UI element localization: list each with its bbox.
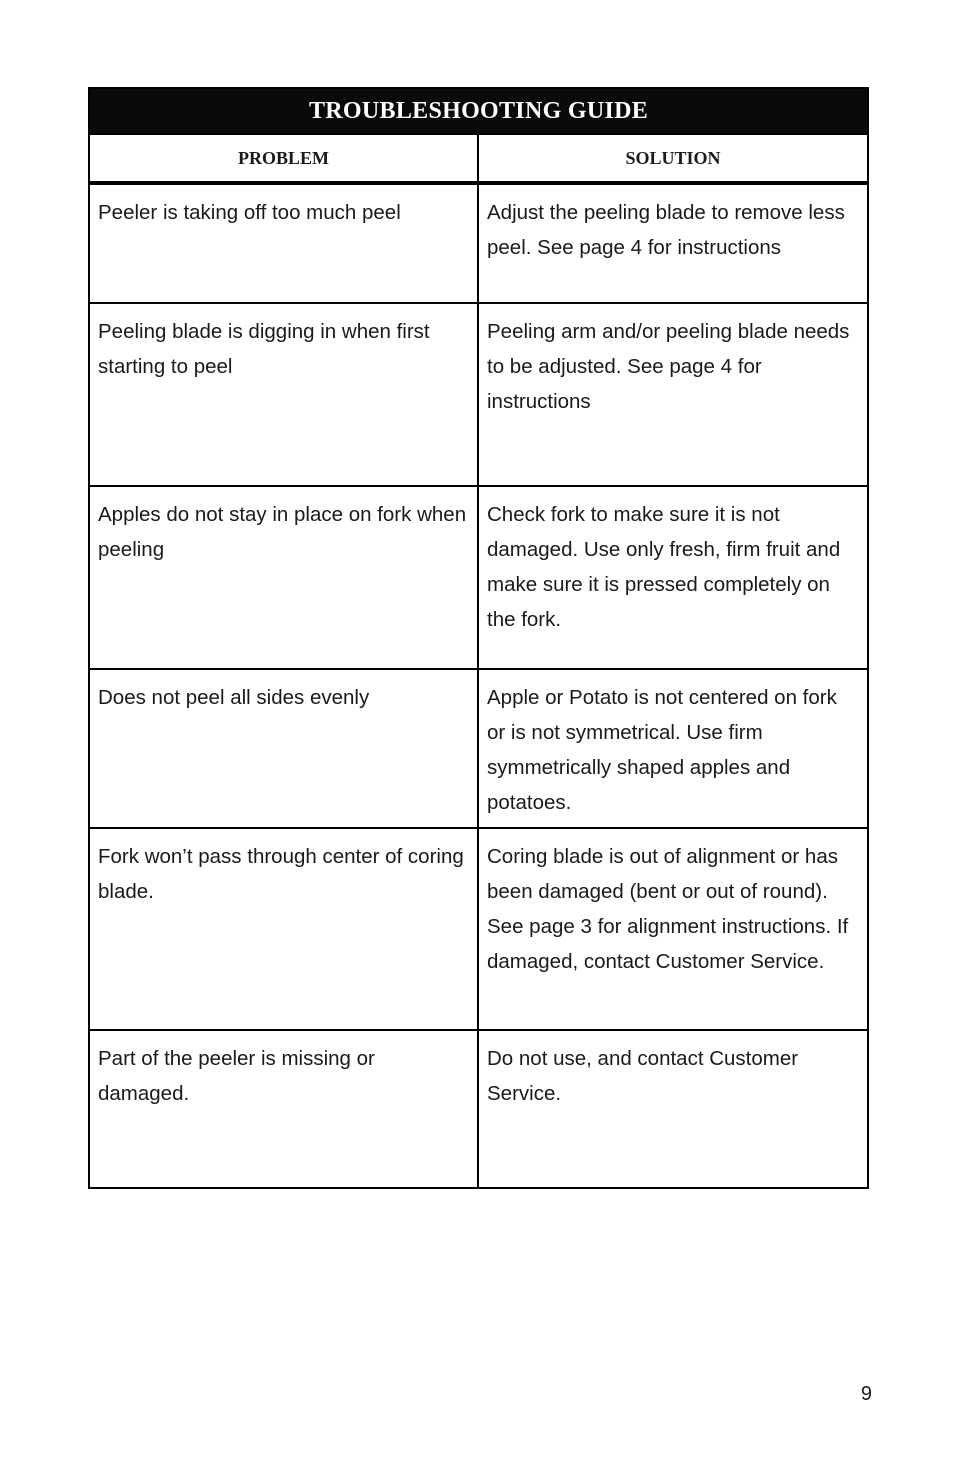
- table-row: [89, 1030, 868, 1188]
- column-header-solution: SOLUTION: [478, 134, 868, 183]
- table-row: [89, 486, 868, 669]
- problem-cell: Part of the peeler is missing or damaged.: [89, 1030, 478, 1188]
- table-row: [89, 183, 868, 303]
- troubleshooting-table: [88, 87, 869, 1189]
- problem-cell: Fork won’t pass through center of coring blade.: [89, 828, 478, 1030]
- problem-cell: Peeler is taking off too much peel: [89, 183, 478, 303]
- table-row: [89, 828, 868, 1030]
- problem-cell: Peeling blade is digging in when first starting to peel: [89, 303, 478, 486]
- page-number: 9: [860, 1383, 872, 1405]
- problem-cell: Apples do not stay in place on fork when peeling: [89, 486, 478, 669]
- solution-cell: Apple or Potato is not centered on fork or is not symmetrical. Use firm symmetrically shaped apples and potatoes.: [478, 669, 868, 828]
- solution-cell: Do not use, and contact Customer Service.: [478, 1030, 868, 1188]
- solution-cell: Coring blade is out of alignment or has been damaged (bent or out of round). See page 3 for alignment instructions. If damaged, contact Customer Service.: [478, 828, 868, 1030]
- column-header-problem: PROBLEM: [89, 134, 478, 183]
- solution-cell: Peeling arm and/or peeling blade needs to be adjusted. See page 4 for instructions: [478, 303, 868, 486]
- table-row: [89, 303, 868, 486]
- solution-cell: Adjust the peeling blade to remove less peel. See page 4 for instructions: [478, 183, 868, 303]
- table-row: [89, 669, 868, 828]
- solution-cell: Check fork to make sure it is not damaged. Use only fresh, firm fruit and make sure it is pressed completely on the fork.: [478, 486, 868, 669]
- problem-cell: Does not peel all sides evenly: [89, 669, 478, 828]
- table-title: TROUBLESHOOTING GUIDE: [89, 88, 868, 134]
